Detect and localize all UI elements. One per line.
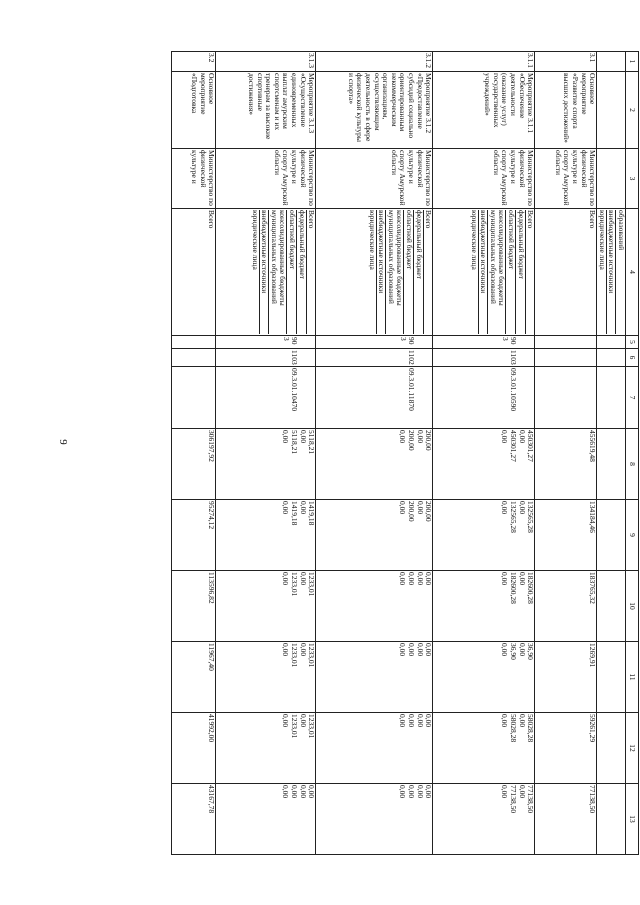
- cell-c11: [172, 642, 216, 713]
- cell-c11: [316, 642, 433, 713]
- value: 0,00: [517, 643, 527, 657]
- cell-c9: [172, 500, 216, 571]
- value: 0,00: [415, 785, 425, 799]
- cell-c11: [433, 642, 535, 713]
- row-id: 3.1: [535, 52, 597, 72]
- col-header: 12: [626, 713, 639, 784]
- value: 134184,46: [588, 501, 598, 533]
- value: 0,00: [398, 714, 408, 728]
- cell-c8: [433, 429, 535, 500]
- table-row: [433, 52, 535, 855]
- source-line: консолидированные бюджеты муниципальных образований: [487, 210, 505, 334]
- source-line: внебюджетные источники: [259, 210, 269, 334]
- source-line: консолидированные бюджеты муниципальных образований: [385, 210, 403, 334]
- source-line: Всего: [423, 210, 433, 334]
- value: 0,00: [415, 714, 425, 728]
- value: 0,00: [281, 430, 291, 444]
- source-line: областной бюджет: [403, 210, 413, 334]
- cell-c10: [433, 571, 535, 642]
- value: 0,00: [424, 643, 434, 657]
- value: 0,00: [298, 714, 308, 728]
- col-header: 7: [626, 367, 639, 429]
- value: 0,00: [281, 501, 291, 515]
- value: 0,00: [398, 785, 408, 799]
- row-executor: Министерство по физической культуре и спорту Амурской области: [316, 149, 433, 209]
- cell-c12: [316, 713, 433, 784]
- cell-c5: [535, 336, 597, 349]
- value: 0,00: [281, 643, 291, 657]
- funding-sources: [172, 209, 216, 336]
- source-line: Всего: [525, 210, 535, 334]
- table-row: [535, 52, 597, 855]
- value: 0,00: [298, 572, 308, 586]
- cell-c5: 903: [216, 336, 316, 349]
- value: 77138,50: [526, 785, 536, 814]
- table-row: [316, 52, 433, 855]
- rotated-table-container: [104, 51, 639, 854]
- cell-c12: [216, 713, 316, 784]
- cell-c6: 1103: [433, 349, 535, 367]
- cell-c6: 1102: [316, 349, 433, 367]
- value: 0,00: [517, 714, 527, 728]
- value: 5118,21: [290, 430, 300, 455]
- value: 200,00: [424, 430, 434, 451]
- source-line: юридические лица: [469, 210, 479, 270]
- source-line: образований: [615, 210, 625, 334]
- value: 1233,01: [307, 572, 317, 597]
- cell-c8: [216, 429, 316, 500]
- value: 58028,28: [509, 714, 519, 743]
- value: 450301,27: [509, 430, 519, 462]
- value: 0,00: [415, 643, 425, 657]
- source-line: федеральный бюджет: [515, 210, 525, 334]
- value: 0,00: [517, 430, 527, 444]
- value: 132565,28: [526, 501, 536, 533]
- value: 0,00: [517, 572, 527, 586]
- value: 1269,91: [588, 643, 598, 668]
- cell-c8: [535, 429, 597, 500]
- value: 1419,18: [307, 501, 317, 526]
- value: 0,00: [281, 572, 291, 586]
- source-line: внебюджетные источники: [606, 210, 616, 334]
- page-number: 9: [56, 439, 69, 445]
- value: 0,00: [424, 714, 434, 728]
- col-header: 1: [626, 52, 639, 72]
- value: 0,00: [500, 714, 510, 728]
- source-line: юридические лица: [250, 210, 260, 270]
- value: 200,00: [407, 501, 417, 522]
- row-name: Мероприятие 3.1.3 «Осуществление единовременных выплат амурским спортсменам и их тренерам за высокие спортивные достижения»: [216, 72, 316, 149]
- value: 0,00: [407, 785, 417, 799]
- cell-c13: [316, 784, 433, 855]
- cell-c9: [216, 500, 316, 571]
- value: 58028,28: [526, 714, 536, 743]
- value: 1233,01: [290, 572, 300, 597]
- value: 0,00: [298, 785, 308, 799]
- value: 0,00: [500, 785, 510, 799]
- cell-c11: [535, 642, 597, 713]
- value: 0,00: [424, 572, 434, 586]
- value: 36,90: [526, 643, 536, 660]
- value: 0,00: [398, 572, 408, 586]
- value: 1233,01: [290, 643, 300, 668]
- cell-c12: [535, 713, 597, 784]
- row-id: 3.1.2: [316, 52, 433, 72]
- value: 113596,82: [207, 572, 217, 604]
- value: 0,00: [500, 501, 510, 515]
- value: 0,00: [298, 643, 308, 657]
- cell-c8: [172, 429, 216, 500]
- row-executor: Министерство по физической культуре и спорту Амурской области: [433, 149, 535, 209]
- value: 0,00: [500, 572, 510, 586]
- funding-sources: [216, 209, 316, 336]
- cell-c12: [433, 713, 535, 784]
- row-name: Основное мероприятие «Подготовка: [172, 72, 216, 149]
- source-line: Всего: [588, 210, 598, 229]
- value: 132565,28: [509, 501, 519, 533]
- value: 77138,50: [588, 785, 598, 814]
- cell-c7: 09.3.01.10470: [216, 367, 316, 429]
- value: 95274,12: [207, 501, 217, 530]
- value: 1233,01: [307, 714, 317, 739]
- source-line: Всего: [306, 210, 316, 334]
- cell-c13: [216, 784, 316, 855]
- budget-table: [171, 51, 639, 855]
- cell-c10: [216, 571, 316, 642]
- col-header: 3: [626, 149, 639, 209]
- value: 200,00: [407, 430, 417, 451]
- cell-c6: 1103: [216, 349, 316, 367]
- row-name: Основное мероприятие «Развитие спорта высших достижений»: [535, 72, 597, 149]
- col-header: 6: [626, 349, 639, 367]
- value: 41992,00: [207, 714, 217, 743]
- value: 0,00: [424, 785, 434, 799]
- cell-c6: [535, 349, 597, 367]
- value: 0,00: [298, 501, 308, 515]
- cell-c8: [316, 429, 433, 500]
- value: 1419,18: [290, 501, 300, 526]
- value: 450301,27: [526, 430, 536, 462]
- source-line: Всего: [207, 210, 217, 229]
- value: 0,00: [398, 501, 408, 515]
- value: 0,00: [415, 501, 425, 515]
- cell-c12: [172, 713, 216, 784]
- table-row: [216, 52, 316, 855]
- value: 200,00: [424, 501, 434, 522]
- value: 0,00: [407, 714, 417, 728]
- col-header: 8: [626, 429, 639, 500]
- value: 0,00: [281, 785, 291, 799]
- col-header: 4: [626, 209, 639, 336]
- value: 0,00: [281, 714, 291, 728]
- value: 59261,29: [588, 714, 598, 743]
- value: 0,00: [415, 430, 425, 444]
- value: 182600,28: [509, 572, 519, 604]
- col-header: 11: [626, 642, 639, 713]
- cell-c7: 09.3.01.11870: [316, 367, 433, 429]
- value: 455619,48: [588, 430, 598, 462]
- value: 11967,40: [207, 643, 217, 671]
- col-header: 13: [626, 784, 639, 855]
- funding-sources: [535, 209, 597, 336]
- source-line: федеральный бюджет: [296, 210, 306, 334]
- value: 43167,78: [207, 785, 217, 814]
- value: 0,00: [415, 572, 425, 586]
- value: 306197,92: [207, 430, 217, 462]
- cell-c13: [172, 784, 216, 855]
- row-name: Мероприятие 3.1.2 «Предоставление субсидий социально ориентированным некоммерческим организациям, осуществляющим деятельность в сфере физической культуры и спорта»: [316, 72, 433, 149]
- row-name: Мероприятие 3.1.1 «Обеспечение деятельности (оказание услуг) государственных учреждений»: [433, 72, 535, 149]
- source-line: областной бюджет: [505, 210, 515, 334]
- value: 0,00: [398, 430, 408, 444]
- source-line: консолидированные бюджеты муниципальных образований: [268, 210, 286, 334]
- cell-c5: [172, 336, 216, 349]
- cell-c10: [316, 571, 433, 642]
- value: 0,00: [298, 430, 308, 444]
- value: 0,00: [407, 643, 417, 657]
- value: 5118,21: [307, 430, 317, 455]
- header-row: [626, 52, 639, 855]
- row-executor: Министерство по физической культуре и спорту Амурской области: [535, 149, 597, 209]
- table-row: [172, 52, 216, 855]
- cell-c5: 903: [316, 336, 433, 349]
- row-id: 3.2: [172, 52, 216, 72]
- row-id: 3.1.1: [433, 52, 535, 72]
- source-line: областной бюджет: [286, 210, 296, 334]
- row-executor: Министерство по физической культуре и: [172, 149, 216, 209]
- cell-c13: [433, 784, 535, 855]
- source-line: юридические лица: [367, 210, 377, 270]
- value: 0,00: [517, 785, 527, 799]
- cell-c7: 09.3.01.10590: [433, 367, 535, 429]
- cell-c10: [535, 571, 597, 642]
- value: 1233,01: [307, 643, 317, 668]
- col-header: 5: [626, 336, 639, 349]
- value: 0,00: [517, 501, 527, 515]
- value: 0,00: [500, 643, 510, 657]
- value: 77138,50: [509, 785, 519, 814]
- value: 0,00: [307, 785, 317, 799]
- source-line: федеральный бюджет: [413, 210, 423, 334]
- cell-c9: [316, 500, 433, 571]
- source-line: внебюджетные источники: [376, 210, 386, 334]
- cell-c6: [172, 349, 216, 367]
- value: 0,00: [407, 572, 417, 586]
- funding-sources: [433, 209, 535, 336]
- value: 36,90: [509, 643, 519, 660]
- row-id: 3.1.3: [216, 52, 316, 72]
- value: 0,00: [290, 785, 300, 799]
- cell-c7: [535, 367, 597, 429]
- cell-c10: [172, 571, 216, 642]
- continuation-row: [597, 52, 626, 855]
- cell-c5: 903: [433, 336, 535, 349]
- col-header: 10: [626, 571, 639, 642]
- value: 0,00: [398, 643, 408, 657]
- cell-c13: [535, 784, 597, 855]
- row-executor: Министерство по физической культуре и спорту Амурской области: [216, 149, 316, 209]
- source-line: юридические лица: [597, 210, 607, 270]
- funding-sources: [597, 209, 626, 336]
- value: 1233,01: [290, 714, 300, 739]
- cell-c9: [535, 500, 597, 571]
- cell-c9: [433, 500, 535, 571]
- cell-c11: [216, 642, 316, 713]
- value: 182600,28: [526, 572, 536, 604]
- cell-c7: [172, 367, 216, 429]
- value: 0,00: [500, 430, 510, 444]
- col-header: 9: [626, 500, 639, 571]
- source-line: внебюджетные источники: [478, 210, 488, 334]
- value: 183765,32: [588, 572, 598, 604]
- col-header: 2: [626, 72, 639, 149]
- funding-sources: [316, 209, 433, 336]
